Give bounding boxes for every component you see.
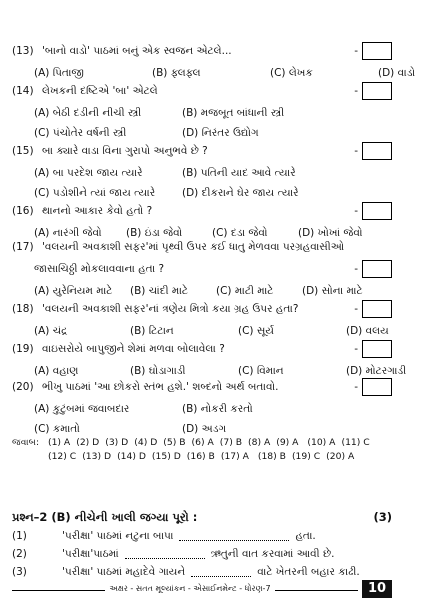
question-text: 'બાનો વાડો' પાઠમાં બનું એક સ્વજન એટલે... bbox=[42, 45, 232, 57]
answer-item: (5) B bbox=[163, 437, 186, 448]
option-b: (B) નોકરી કરતો bbox=[182, 403, 253, 415]
fill-number: (1) bbox=[12, 530, 27, 542]
option-d: (D) વાડો bbox=[378, 67, 416, 79]
answer-item: (18) B bbox=[257, 451, 286, 462]
option-c: (C) માટી માટે bbox=[216, 285, 274, 297]
answer-item: (3) D bbox=[105, 437, 129, 448]
option-c: (C) દડા જેવો bbox=[212, 227, 268, 239]
option-c: (C) લેખક bbox=[270, 67, 313, 79]
option-d: (D) મોટરગાડી bbox=[346, 365, 407, 377]
question-text-continued: જાસાચિઠ્ઠી મોકલાવવાના હતા ? bbox=[34, 263, 165, 275]
option-a: (A) કુટુંબમાં જવાબદાર bbox=[34, 403, 130, 415]
page-number: 10 bbox=[362, 580, 392, 598]
option-c: (C) સૂર્ય bbox=[238, 325, 274, 337]
answer-item: (13) D bbox=[82, 451, 112, 462]
fill-blank-1 bbox=[12, 530, 392, 543]
option-d: (D) અડગ bbox=[182, 423, 227, 435]
answer-dash: - bbox=[354, 381, 358, 393]
answer-box[interactable] bbox=[362, 300, 392, 318]
answer-item: (6) A bbox=[191, 437, 214, 448]
option-a: (A) ચંદ્ર bbox=[34, 325, 68, 337]
option-c: (C) પડોશીને ત્યાં જાય ત્યારે bbox=[34, 187, 156, 199]
option-c: (C) કમાતો bbox=[34, 423, 80, 435]
fill-blank-2 bbox=[12, 548, 392, 561]
answer-key bbox=[12, 436, 392, 464]
blank-line[interactable] bbox=[125, 548, 205, 559]
option-c: (C) પંચોતેર વર્ષની સ્ત્રી bbox=[34, 127, 127, 139]
answer-item: (10) A bbox=[307, 437, 336, 448]
question-14 bbox=[12, 82, 392, 140]
option-d: (D) વલય bbox=[346, 325, 389, 337]
answer-dash: - bbox=[354, 145, 358, 157]
question-19 bbox=[12, 340, 407, 378]
blank-line[interactable] bbox=[191, 566, 251, 577]
option-d: (D) દીકરાને ઘેર જાય ત્યારે bbox=[182, 187, 299, 199]
answer-box[interactable] bbox=[362, 42, 392, 60]
answer-box[interactable] bbox=[362, 260, 392, 278]
question-17 bbox=[12, 240, 392, 298]
fill-number: (2) bbox=[12, 548, 27, 560]
option-d: (D) સોના માટે bbox=[302, 285, 363, 297]
option-b: (B) ટિટાન bbox=[130, 325, 174, 337]
footer-caption: અક્ષર - સતત મૂલ્યાંકન - એસાઈનમેન્ટ - ધોરણ-7 bbox=[105, 584, 274, 593]
question-16 bbox=[12, 202, 392, 240]
answer-item: (20) A bbox=[326, 451, 355, 462]
option-b: (B) પતિની યાદ આવે ત્યારે bbox=[182, 167, 296, 179]
answer-box[interactable] bbox=[362, 378, 392, 396]
question-15 bbox=[12, 142, 392, 200]
answer-dash: - bbox=[354, 45, 358, 57]
fill-text-after: વાટે ખેતરની બહાર કાઢી. bbox=[257, 566, 360, 578]
answer-dash: - bbox=[354, 343, 358, 355]
option-b: (B) મજબૂત બાંધાની સ્ત્રી bbox=[182, 107, 285, 119]
option-d: (D) ખોખાં જેવો bbox=[298, 227, 363, 239]
answer-item: (11) C bbox=[341, 437, 370, 448]
answer-dash: - bbox=[354, 303, 358, 315]
fill-text-after: હતા. bbox=[295, 530, 316, 542]
question-13 bbox=[12, 42, 416, 80]
fill-text-before: 'પરીક્ષા' પાઠમાં મહાદેવે ગાયને bbox=[62, 566, 186, 578]
question-number: (14) bbox=[12, 85, 34, 97]
answer-item: (19) C bbox=[291, 451, 321, 462]
answer-item: (4) D bbox=[134, 437, 158, 448]
answer-item: (7) B bbox=[219, 437, 243, 448]
section-title: પ્રશ્ન–2 (B) નીચેની ખાલી જગ્યા પૂરો : bbox=[12, 510, 198, 524]
question-text: થાનનો આકાર કેવો હતો ? bbox=[42, 205, 153, 217]
answer-box[interactable] bbox=[362, 142, 392, 160]
fill-text-before: 'પરીક્ષા' પાઠમાં નટુના બાપા bbox=[62, 530, 174, 542]
question-text: વાઇસરોયે બાપુજીને શેમાં મળવા બોલાવેલા ? bbox=[42, 343, 225, 355]
option-b: (B) ચાંદી માટે bbox=[130, 285, 189, 297]
question-20 bbox=[12, 378, 392, 436]
answer-item: (8) A bbox=[248, 437, 271, 448]
question-text: બા ક્યારે વાડા વિના ગુરાપો અનુભવે છે ? bbox=[42, 145, 208, 157]
answer-box[interactable] bbox=[362, 82, 392, 100]
section-marks: (3) bbox=[373, 510, 392, 524]
question-number: (18) bbox=[12, 303, 34, 315]
question-number: (17) bbox=[12, 241, 34, 253]
question-number: (15) bbox=[12, 145, 34, 157]
answer-dash: - bbox=[354, 263, 358, 275]
answer-key-label: જવાબ: bbox=[12, 437, 40, 448]
option-a: (A) નારંગી જેવો bbox=[34, 227, 102, 239]
question-number: (19) bbox=[12, 343, 34, 355]
option-a: (A) વહાણ bbox=[34, 365, 79, 377]
question-number: (16) bbox=[12, 205, 34, 217]
question-number: (13) bbox=[12, 45, 34, 57]
fill-text-after: ઋતુની વાત કરવામાં આવી છે. bbox=[210, 548, 335, 560]
option-a: (A) બેઠી દડીની નીચી સ્ત્રી bbox=[34, 107, 142, 119]
option-c: (C) વિમાન bbox=[238, 365, 284, 377]
question-text: લેખકની દષ્ટિએ 'બા' એટલે bbox=[42, 85, 158, 97]
option-b: (B) ફ્લફ્લ bbox=[152, 67, 201, 79]
option-a: (A) બા પરદેશ જાય ત્યારે bbox=[34, 167, 143, 179]
fill-number: (3) bbox=[12, 566, 27, 578]
answer-item: (14) D bbox=[117, 451, 146, 462]
footer-text bbox=[0, 584, 380, 594]
answer-item: (16) B bbox=[186, 451, 215, 462]
answer-item: (12) C bbox=[48, 451, 77, 462]
option-a: (A) પિતાજી bbox=[34, 67, 84, 79]
answer-item: (15) D bbox=[151, 451, 181, 462]
answer-dash: - bbox=[354, 85, 358, 97]
fill-blank-3 bbox=[12, 566, 392, 579]
question-text: 'વલયની અવકાશી સફર'નાં ત્રણેય મિત્રો કયા ગ્રહ ઉપર હતા? bbox=[42, 303, 299, 315]
answer-item: (9) A bbox=[276, 437, 299, 448]
section-header bbox=[12, 510, 392, 525]
answer-box[interactable] bbox=[362, 340, 392, 358]
option-d: (D) નિરંતર ઉદ્યોગ bbox=[182, 127, 259, 139]
option-b: (B) ઘોડાગાડી bbox=[130, 365, 186, 377]
answer-box[interactable] bbox=[362, 202, 392, 220]
question-number: (20) bbox=[12, 381, 34, 393]
answer-item: (17) A bbox=[220, 451, 249, 462]
question-text: ભીખુ પાઠમાં 'આ છોકરો સ્તંભ હશે.' શબ્દનો અર્થ બતાવો. bbox=[42, 381, 279, 393]
page-footer bbox=[0, 580, 404, 600]
option-a: (A) યુરેનિયમ માટે bbox=[34, 285, 113, 297]
answer-item: (2) D bbox=[76, 437, 100, 448]
option-b: (B) ઇંડા જેવો bbox=[126, 227, 183, 239]
blank-line[interactable] bbox=[179, 530, 289, 541]
answer-key-list bbox=[12, 436, 392, 464]
answer-dash: - bbox=[354, 205, 358, 217]
question-18 bbox=[12, 300, 392, 338]
fill-text-before: 'પરીક્ષા'પાઠમાં bbox=[62, 548, 119, 560]
answer-item: (1) A bbox=[48, 437, 71, 448]
question-text: 'વલયની અવકાશી સફર'માં પૃથ્વી ઉપર કઈ ધાતુ મેળવવા પરગ્રહવાસીઓ bbox=[42, 241, 345, 253]
